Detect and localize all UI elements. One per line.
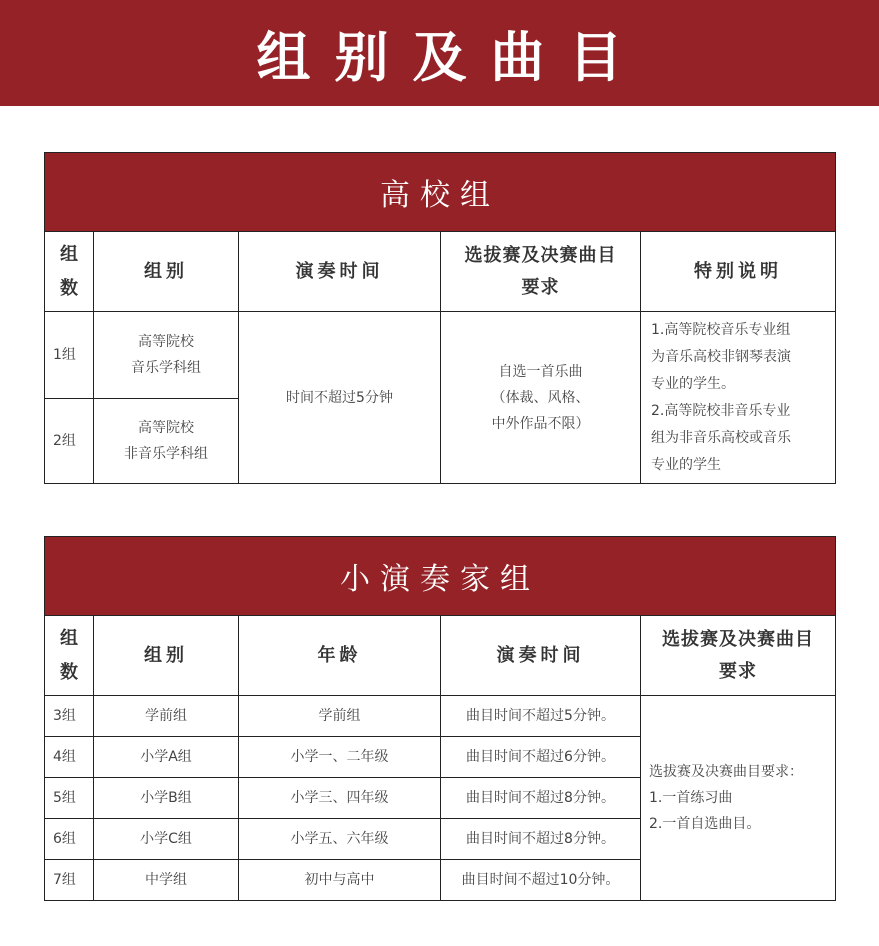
note-line: 为音乐高校非钢琴表演	[651, 348, 791, 365]
header-group: 组别	[94, 616, 239, 696]
header-index-line: 组	[60, 627, 78, 649]
note-cell	[641, 312, 836, 484]
header-time: 演奏时间	[239, 232, 441, 312]
header-index-line: 数	[60, 661, 78, 683]
row-age: 学前组	[239, 696, 441, 737]
requirement-line: （体裁、风格、	[491, 389, 590, 406]
requirement-cell	[641, 696, 836, 901]
note-line: 组为非音乐高校或音乐	[651, 429, 791, 446]
row-group-line: 高等院校	[138, 334, 194, 350]
header-requirement-line: 要求	[521, 276, 560, 298]
requirement-line: 2.一首自选曲目。	[649, 816, 761, 832]
requirement-line: 选拔赛及决赛曲目要求：	[649, 764, 803, 780]
university-table-title: 高校组	[45, 153, 836, 232]
row-time: 曲目时间不超过10分钟。	[441, 860, 641, 901]
row-group	[94, 399, 239, 484]
row-group: 小学C组	[94, 819, 239, 860]
row-index: 6组	[45, 819, 94, 860]
header-requirement-line: 要求	[719, 660, 758, 682]
university-table	[44, 152, 836, 484]
row-group-line: 非音乐学科组	[124, 446, 208, 462]
row-age: 小学三、四年级	[239, 778, 441, 819]
row-age: 小学一、二年级	[239, 737, 441, 778]
junior-table-title: 小演奏家组	[45, 537, 836, 616]
note-line: 专业的学生	[651, 456, 721, 473]
row-time: 曲目时间不超过8分钟。	[441, 819, 641, 860]
row-time: 曲目时间不超过5分钟。	[441, 696, 641, 737]
row-group: 学前组	[94, 696, 239, 737]
junior-table	[44, 536, 836, 901]
table-row	[45, 312, 836, 399]
header-time: 演奏时间	[441, 616, 641, 696]
header-index-line: 组	[60, 243, 78, 265]
header-note: 特别说明	[641, 232, 836, 312]
table-row	[45, 696, 836, 737]
header-requirement	[441, 232, 641, 312]
note-line: 1.高等院校音乐专业组	[651, 321, 791, 338]
row-group: 小学A组	[94, 737, 239, 778]
header-index	[45, 232, 94, 312]
note-line: 专业的学生。	[651, 375, 735, 392]
requirement-line: 1.一首练习曲	[649, 790, 733, 806]
requirement-cell	[441, 312, 641, 484]
row-time: 曲目时间不超过6分钟。	[441, 737, 641, 778]
row-time: 曲目时间不超过8分钟。	[441, 778, 641, 819]
header-index	[45, 616, 94, 696]
header-index-line: 数	[60, 277, 78, 299]
row-group-line: 高等院校	[138, 420, 194, 436]
row-age: 小学五、六年级	[239, 819, 441, 860]
row-index: 1组	[45, 312, 94, 399]
row-age: 初中与高中	[239, 860, 441, 901]
row-group: 中学组	[94, 860, 239, 901]
header-requirement-line: 选拔赛及决赛曲目	[464, 244, 617, 266]
header-age: 年龄	[239, 616, 441, 696]
note-line: 2.高等院校非音乐专业	[651, 402, 791, 419]
header-requirement	[641, 616, 836, 696]
row-group	[94, 312, 239, 399]
row-group-line: 音乐学科组	[131, 360, 201, 376]
row-index: 5组	[45, 778, 94, 819]
time-cell: 时间不超过5分钟	[239, 312, 441, 484]
requirement-line: 中外作品不限）	[491, 415, 590, 432]
header-requirement-line: 选拔赛及决赛曲目	[662, 628, 815, 650]
requirement-line: 自选一首乐曲	[498, 363, 583, 380]
row-index: 2组	[45, 399, 94, 484]
header-group: 组别	[94, 232, 239, 312]
row-index: 7组	[45, 860, 94, 901]
page-banner	[0, 0, 879, 106]
row-index: 4组	[45, 737, 94, 778]
page-title: 组别及曲目	[256, 25, 647, 89]
row-group: 小学B组	[94, 778, 239, 819]
row-index: 3组	[45, 696, 94, 737]
